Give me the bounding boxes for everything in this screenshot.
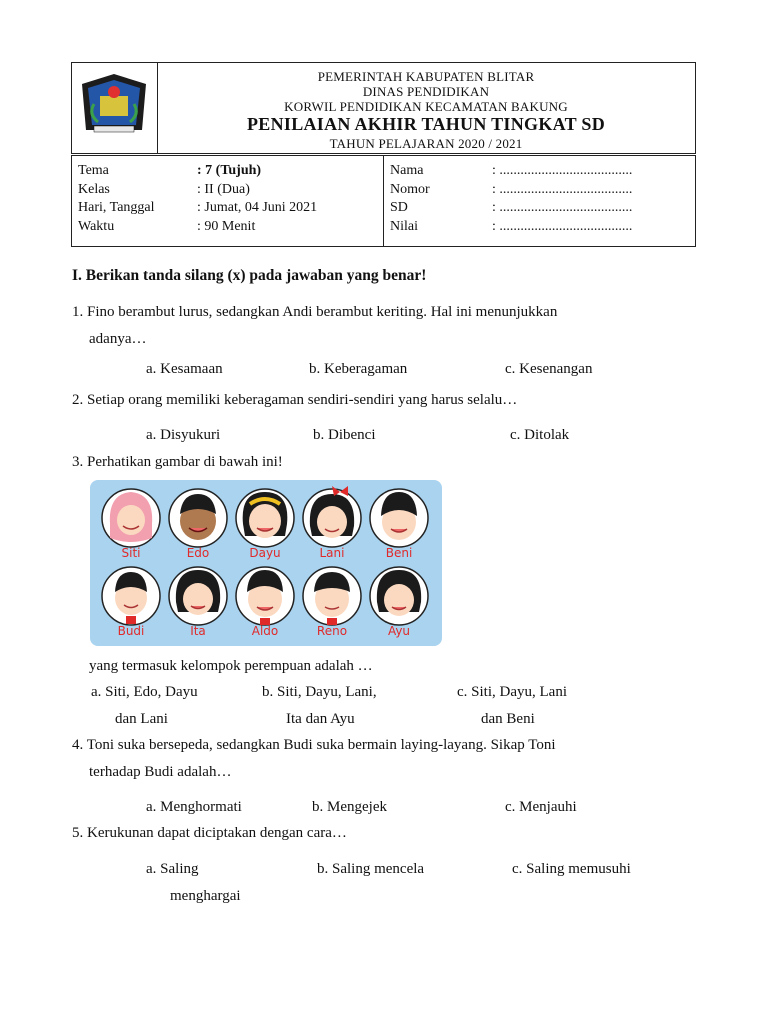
name-label-ita: Ita xyxy=(190,624,206,638)
name-label-edo: Edo xyxy=(186,546,210,560)
face-ita xyxy=(169,567,227,625)
face-edo xyxy=(169,489,227,547)
question-1-option-c[interactable]: c. Kesenangan xyxy=(505,361,593,377)
info-left-values xyxy=(197,162,382,236)
info-right-values xyxy=(492,162,692,236)
question-5-line-1: 5. Kerukunan dapat diciptakan dengan cara… xyxy=(72,825,347,841)
value-hari-tanggal: : Jumat, 04 Juni 2021 xyxy=(197,200,318,215)
label-nilai: Nilai xyxy=(390,218,418,234)
question-1-line-1: 1. Fino berambut lurus, sedangkan Andi berambut keriting. Hal ini menunjukkan xyxy=(72,304,558,320)
question-1-line-2: adanya… xyxy=(89,331,147,347)
face-siti xyxy=(102,489,160,547)
name-label-reno: Reno xyxy=(316,624,348,638)
info-right-labels xyxy=(390,162,490,236)
question-4-option-c[interactable]: c. Menjauhi xyxy=(505,799,577,815)
question-2-option-b[interactable]: b. Dibenci xyxy=(313,427,376,443)
label-kelas: Kelas xyxy=(78,181,110,197)
face-aldo xyxy=(236,567,294,625)
regency-crest-icon xyxy=(78,70,150,142)
section-title: I. Berikan tanda silang (x) pada jawaban yang benar! xyxy=(72,267,427,284)
question-5-option-a-line-1[interactable]: a. Saling xyxy=(146,861,199,877)
name-label-ayu: Ayu xyxy=(387,624,411,638)
question-3-prompt: yang termasuk kelompok perempuan adalah … xyxy=(89,658,373,674)
value-sd: : ...................................... xyxy=(492,200,633,215)
question-3-option-c-line-1[interactable]: c. Siti, Dayu, Lani xyxy=(457,684,567,700)
value-nama: : ...................................... xyxy=(492,163,633,178)
question-1-option-a[interactable]: a. Kesamaan xyxy=(146,361,223,377)
question-4-option-a[interactable]: a. Menghormati xyxy=(146,799,242,815)
exam-title: PENILAIAN AKHIR TAHUN TINGKAT SD xyxy=(246,114,605,134)
name-label-dayu: Dayu xyxy=(249,546,281,560)
value-tema: : 7 (Tujuh) xyxy=(197,163,262,178)
name-label-siti: Siti xyxy=(121,546,141,560)
question-3-option-a-line-1[interactable]: a. Siti, Edo, Dayu xyxy=(91,684,198,700)
label-nama: Nama xyxy=(390,163,424,178)
value-nilai: : ...................................... xyxy=(492,218,633,234)
question-4-line-2: terhadap Budi adalah… xyxy=(89,764,232,780)
face-budi xyxy=(102,567,160,625)
face-beni xyxy=(370,489,428,547)
face-lani xyxy=(303,486,361,547)
children-picture xyxy=(90,480,442,646)
label-waktu: Waktu xyxy=(78,218,115,234)
question-3-option-a-line-2: dan Lani xyxy=(115,711,168,727)
info-left-labels xyxy=(78,162,196,236)
school-year: TAHUN PELAJARAN 2020 / 2021 xyxy=(329,136,523,151)
question-5-option-b[interactable]: b. Saling mencela xyxy=(317,861,425,877)
question-1-option-b[interactable]: b. Keberagaman xyxy=(309,361,408,377)
label-hari-tanggal: Hari, Tanggal xyxy=(78,200,155,215)
header-line-2: DINAS PENDIDIKAN xyxy=(362,84,490,99)
value-waktu: : 90 Menit xyxy=(197,218,256,234)
question-2-option-c[interactable]: c. Ditolak xyxy=(510,427,570,443)
value-nomor: : ...................................... xyxy=(492,181,633,197)
label-tema: Tema xyxy=(78,163,109,178)
question-2-option-a[interactable]: a. Disyukuri xyxy=(146,427,221,443)
value-kelas: : II (Dua) xyxy=(197,181,250,197)
question-5-option-c[interactable]: c. Saling memusuhi xyxy=(512,861,631,877)
question-3-option-b-line-2: Ita dan Ayu xyxy=(286,711,355,727)
header-line-3: KORWIL PENDIDIKAN KECAMATAN BAKUNG xyxy=(284,99,568,114)
face-reno xyxy=(303,567,361,625)
question-4-option-b[interactable]: b. Mengejek xyxy=(312,799,387,815)
info-divider xyxy=(383,155,384,246)
question-3-option-c-line-2: dan Beni xyxy=(481,711,535,727)
label-nomor: Nomor xyxy=(390,181,430,197)
name-label-beni: Beni xyxy=(385,546,413,560)
face-ayu xyxy=(370,567,428,625)
question-4-line-1: 4. Toni suka bersepeda, sedangkan Budi suka bermain laying-layang. Sikap Toni xyxy=(72,737,556,753)
question-3-line-1: 3. Perhatikan gambar di bawah ini! xyxy=(72,454,283,470)
question-5-option-a-line-2: menghargai xyxy=(170,888,241,904)
name-label-aldo: Aldo xyxy=(251,624,279,638)
header-line-1: PEMERINTAH KABUPATEN BLITAR xyxy=(317,69,535,84)
label-sd: SD xyxy=(390,200,408,215)
name-label-budi: Budi xyxy=(117,624,145,638)
name-label-lani: Lani xyxy=(319,546,345,560)
question-3-option-b-line-1[interactable]: b. Siti, Dayu, Lani, xyxy=(262,684,377,700)
question-2-line-1: 2. Setiap orang memiliki keberagaman sendiri-sendiri yang harus selalu… xyxy=(72,392,518,408)
face-dayu xyxy=(236,489,294,547)
